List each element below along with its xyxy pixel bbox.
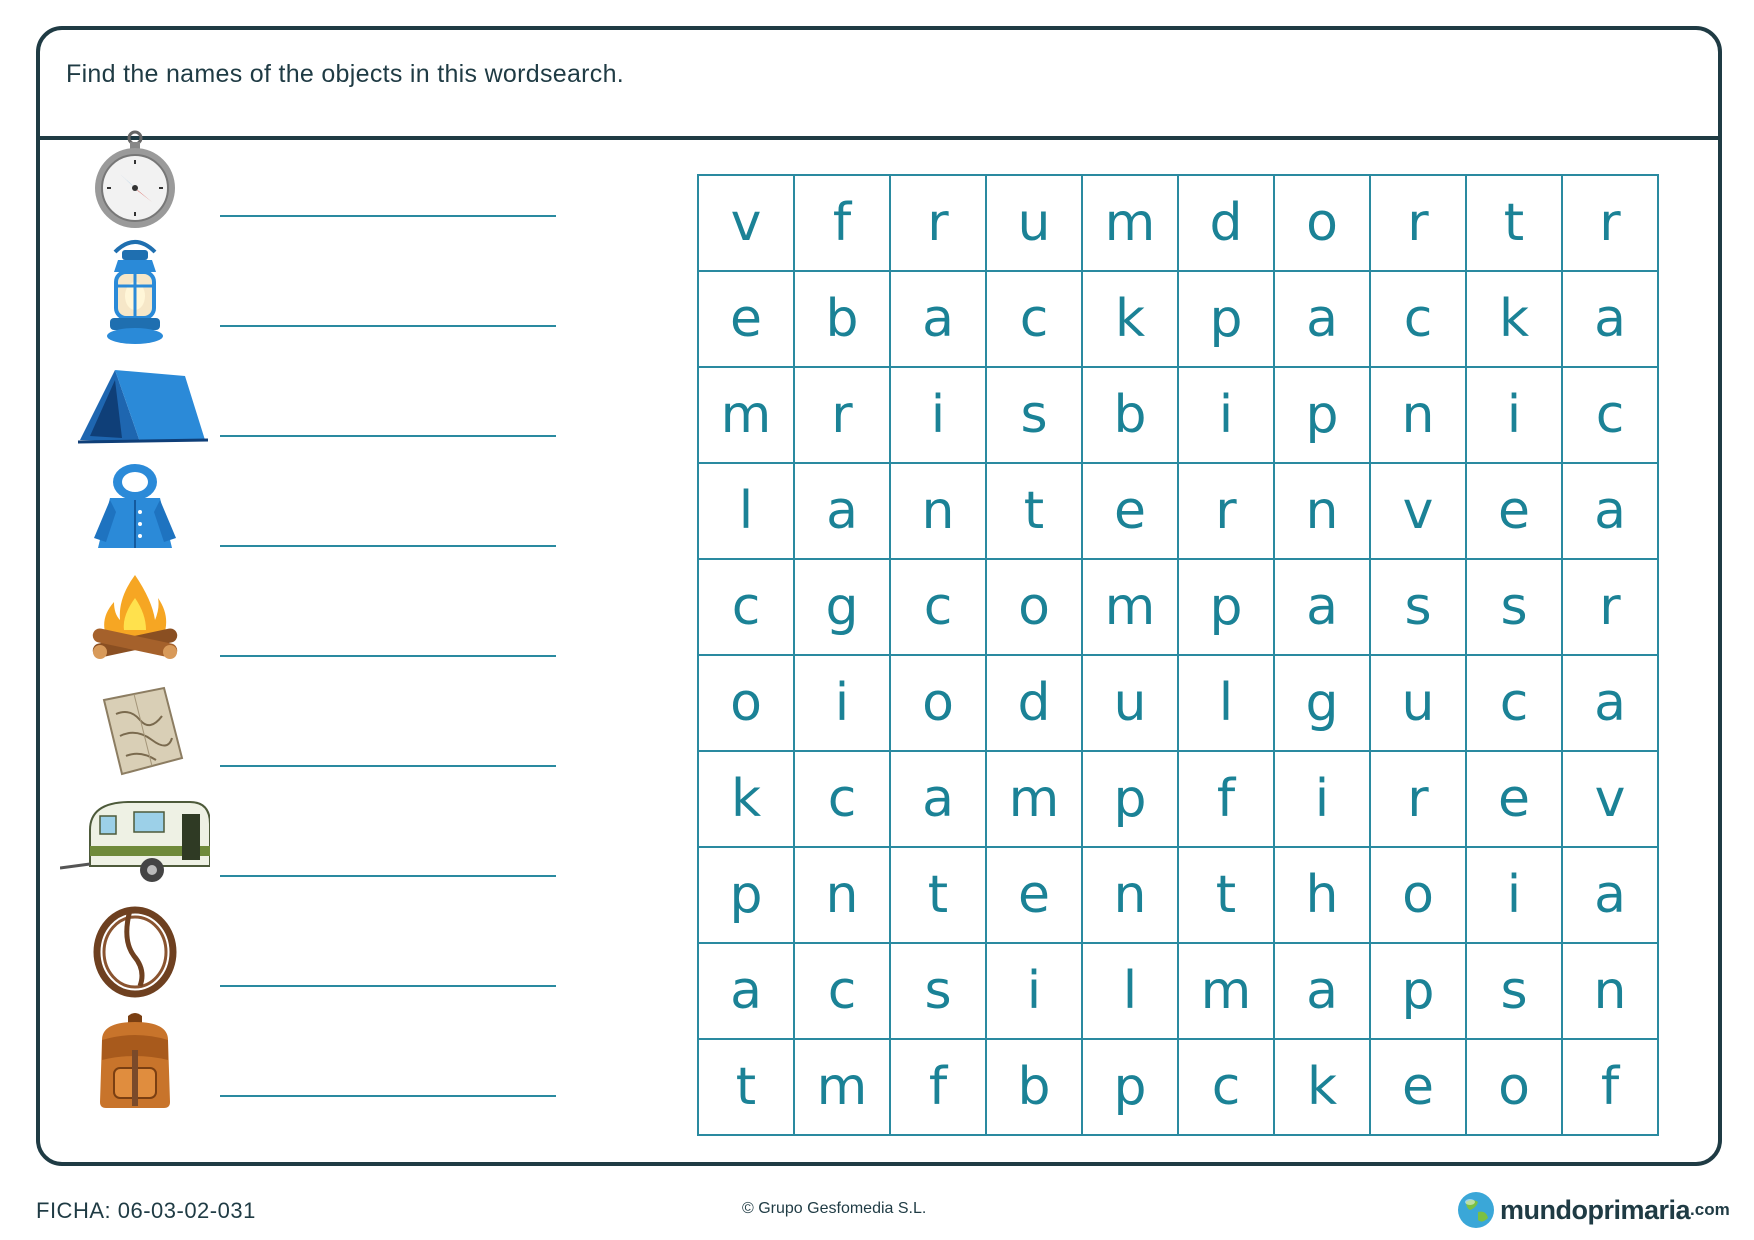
object-item-rope: [30, 900, 590, 1010]
grid-cell[interactable]: r: [1371, 752, 1467, 848]
grid-cell[interactable]: p: [1083, 1040, 1179, 1136]
grid-cell[interactable]: k: [699, 752, 795, 848]
grid-cell[interactable]: p: [1083, 752, 1179, 848]
grid-cell[interactable]: m: [987, 752, 1083, 848]
object-item-backpack: [30, 1010, 590, 1120]
grid-cell[interactable]: c: [891, 560, 987, 656]
object-item-lantern: [30, 240, 590, 350]
logo-suffix: .com: [1690, 1200, 1730, 1219]
grid-cell[interactable]: o: [891, 656, 987, 752]
grid-cell[interactable]: r: [795, 368, 891, 464]
grid-cell[interactable]: c: [795, 944, 891, 1040]
globe-icon: [1456, 1190, 1496, 1230]
grid-cell[interactable]: n: [795, 848, 891, 944]
grid-cell[interactable]: n: [1275, 464, 1371, 560]
grid-cell[interactable]: r: [1179, 464, 1275, 560]
grid-cell[interactable]: s: [1371, 560, 1467, 656]
grid-cell[interactable]: f: [1563, 1040, 1659, 1136]
grid-cell[interactable]: a: [1275, 560, 1371, 656]
grid-cell[interactable]: m: [1083, 176, 1179, 272]
grid-cell[interactable]: b: [795, 272, 891, 368]
logo-text: mundoprimaria: [1500, 1194, 1691, 1225]
grid-cell[interactable]: p: [699, 848, 795, 944]
answer-line[interactable]: [220, 875, 556, 877]
grid-cell[interactable]: l: [1179, 656, 1275, 752]
grid-cell[interactable]: o: [1275, 176, 1371, 272]
grid-cell[interactable]: m: [795, 1040, 891, 1136]
grid-cell[interactable]: r: [1371, 176, 1467, 272]
grid-cell[interactable]: o: [1371, 848, 1467, 944]
grid-cell[interactable]: e: [699, 272, 795, 368]
grid-cell[interactable]: c: [795, 752, 891, 848]
answer-line[interactable]: [220, 1095, 556, 1097]
grid-cell[interactable]: a: [1563, 464, 1659, 560]
grid-cell[interactable]: m: [699, 368, 795, 464]
grid-cell[interactable]: a: [1563, 656, 1659, 752]
grid-cell[interactable]: t: [699, 1040, 795, 1136]
grid-cell[interactable]: r: [1563, 176, 1659, 272]
grid-cell[interactable]: r: [1563, 560, 1659, 656]
object-item-caravan: [30, 790, 590, 900]
answer-line[interactable]: [220, 215, 556, 217]
object-item-raincoat: [30, 460, 590, 570]
grid-cell[interactable]: r: [891, 176, 987, 272]
lantern-icon: [60, 230, 210, 350]
grid-cell[interactable]: c: [987, 272, 1083, 368]
grid-cell[interactable]: b: [987, 1040, 1083, 1136]
grid-cell[interactable]: v: [699, 176, 795, 272]
site-logo[interactable]: [1456, 1188, 1730, 1232]
grid-cell[interactable]: m: [1179, 944, 1275, 1040]
grid-cell[interactable]: p: [1275, 368, 1371, 464]
grid-cell[interactable]: f: [1179, 752, 1275, 848]
object-item-tent: [30, 350, 590, 460]
grid-cell[interactable]: i: [891, 368, 987, 464]
answer-line[interactable]: [220, 985, 556, 987]
rope-icon: [60, 900, 210, 1000]
grid-cell[interactable]: d: [1179, 176, 1275, 272]
grid-cell[interactable]: d: [987, 656, 1083, 752]
grid-cell[interactable]: k: [1467, 272, 1563, 368]
grid-cell[interactable]: s: [987, 368, 1083, 464]
grid-cell[interactable]: i: [1467, 368, 1563, 464]
grid-cell[interactable]: m: [1083, 560, 1179, 656]
object-item-map: [30, 680, 590, 790]
grid-cell[interactable]: a: [891, 272, 987, 368]
grid-cell[interactable]: e: [1083, 464, 1179, 560]
grid-cell[interactable]: e: [987, 848, 1083, 944]
answer-line[interactable]: [220, 325, 556, 327]
grid-cell[interactable]: i: [795, 656, 891, 752]
grid-cell[interactable]: v: [1563, 752, 1659, 848]
grid-cell[interactable]: t: [1179, 848, 1275, 944]
caravan-icon: [60, 790, 210, 890]
map-icon: [60, 680, 210, 780]
grid-cell[interactable]: u: [1083, 656, 1179, 752]
grid-cell[interactable]: k: [1083, 272, 1179, 368]
grid-cell[interactable]: n: [891, 464, 987, 560]
grid-cell[interactable]: g: [1275, 656, 1371, 752]
grid-cell[interactable]: k: [1275, 1040, 1371, 1136]
grid-cell[interactable]: l: [699, 464, 795, 560]
grid-cell[interactable]: t: [891, 848, 987, 944]
grid-cell[interactable]: b: [1083, 368, 1179, 464]
grid-cell[interactable]: a: [1563, 272, 1659, 368]
campfire-icon: [60, 570, 210, 670]
answer-line[interactable]: [220, 435, 556, 437]
grid-cell[interactable]: a: [699, 944, 795, 1040]
grid-cell[interactable]: t: [1467, 176, 1563, 272]
grid-cell[interactable]: a: [795, 464, 891, 560]
grid-cell[interactable]: s: [1467, 944, 1563, 1040]
grid-cell[interactable]: e: [1371, 1040, 1467, 1136]
answer-line[interactable]: [220, 545, 556, 547]
grid-cell[interactable]: s: [1467, 560, 1563, 656]
grid-cell[interactable]: n: [1083, 848, 1179, 944]
grid-cell[interactable]: c: [1371, 272, 1467, 368]
grid-cell[interactable]: u: [987, 176, 1083, 272]
wordsearch-grid: [697, 174, 1659, 1136]
grid-cell[interactable]: p: [1371, 944, 1467, 1040]
answer-line[interactable]: [220, 655, 556, 657]
grid-cell[interactable]: g: [795, 560, 891, 656]
grid-cell[interactable]: o: [987, 560, 1083, 656]
grid-cell[interactable]: p: [1179, 272, 1275, 368]
grid-cell[interactable]: a: [1275, 272, 1371, 368]
grid-cell[interactable]: e: [1467, 464, 1563, 560]
grid-cell[interactable]: n: [1371, 368, 1467, 464]
raincoat-icon: [60, 460, 210, 560]
grid-cell[interactable]: o: [1467, 1040, 1563, 1136]
worksheet-code: FICHA: 06-03-02-031: [36, 1198, 256, 1223]
grid-cell[interactable]: i: [1467, 848, 1563, 944]
grid-cell[interactable]: v: [1371, 464, 1467, 560]
grid-cell[interactable]: c: [1467, 656, 1563, 752]
answer-line[interactable]: [220, 765, 556, 767]
grid-cell[interactable]: p: [1179, 560, 1275, 656]
object-item-compass: [30, 130, 590, 240]
grid-cell[interactable]: f: [891, 1040, 987, 1136]
grid-cell[interactable]: c: [1563, 368, 1659, 464]
grid-cell[interactable]: e: [1467, 752, 1563, 848]
grid-cell[interactable]: i: [987, 944, 1083, 1040]
copyright-text: © Grupo Gesfomedia S.L.: [742, 1200, 927, 1217]
grid-cell[interactable]: i: [1275, 752, 1371, 848]
grid-cell[interactable]: s: [891, 944, 987, 1040]
grid-cell[interactable]: a: [1563, 848, 1659, 944]
backpack-icon: [60, 1010, 210, 1110]
grid-cell[interactable]: t: [987, 464, 1083, 560]
grid-cell[interactable]: f: [795, 176, 891, 272]
grid-cell[interactable]: i: [1179, 368, 1275, 464]
grid-cell[interactable]: h: [1275, 848, 1371, 944]
grid-cell[interactable]: c: [699, 560, 795, 656]
tent-icon: [60, 350, 210, 450]
object-item-campfire: [30, 570, 590, 680]
grid-cell[interactable]: l: [1083, 944, 1179, 1040]
grid-cell[interactable]: a: [891, 752, 987, 848]
grid-cell[interactable]: a: [1275, 944, 1371, 1040]
compass-icon: [60, 130, 210, 230]
grid-cell[interactable]: u: [1371, 656, 1467, 752]
object-list: [30, 130, 590, 1120]
instruction-text: Find the names of the objects in this wordsearch.: [66, 60, 625, 88]
grid-cell[interactable]: c: [1179, 1040, 1275, 1136]
grid-cell[interactable]: o: [699, 656, 795, 752]
worksheet-header: [40, 30, 1718, 140]
grid-cell[interactable]: n: [1563, 944, 1659, 1040]
